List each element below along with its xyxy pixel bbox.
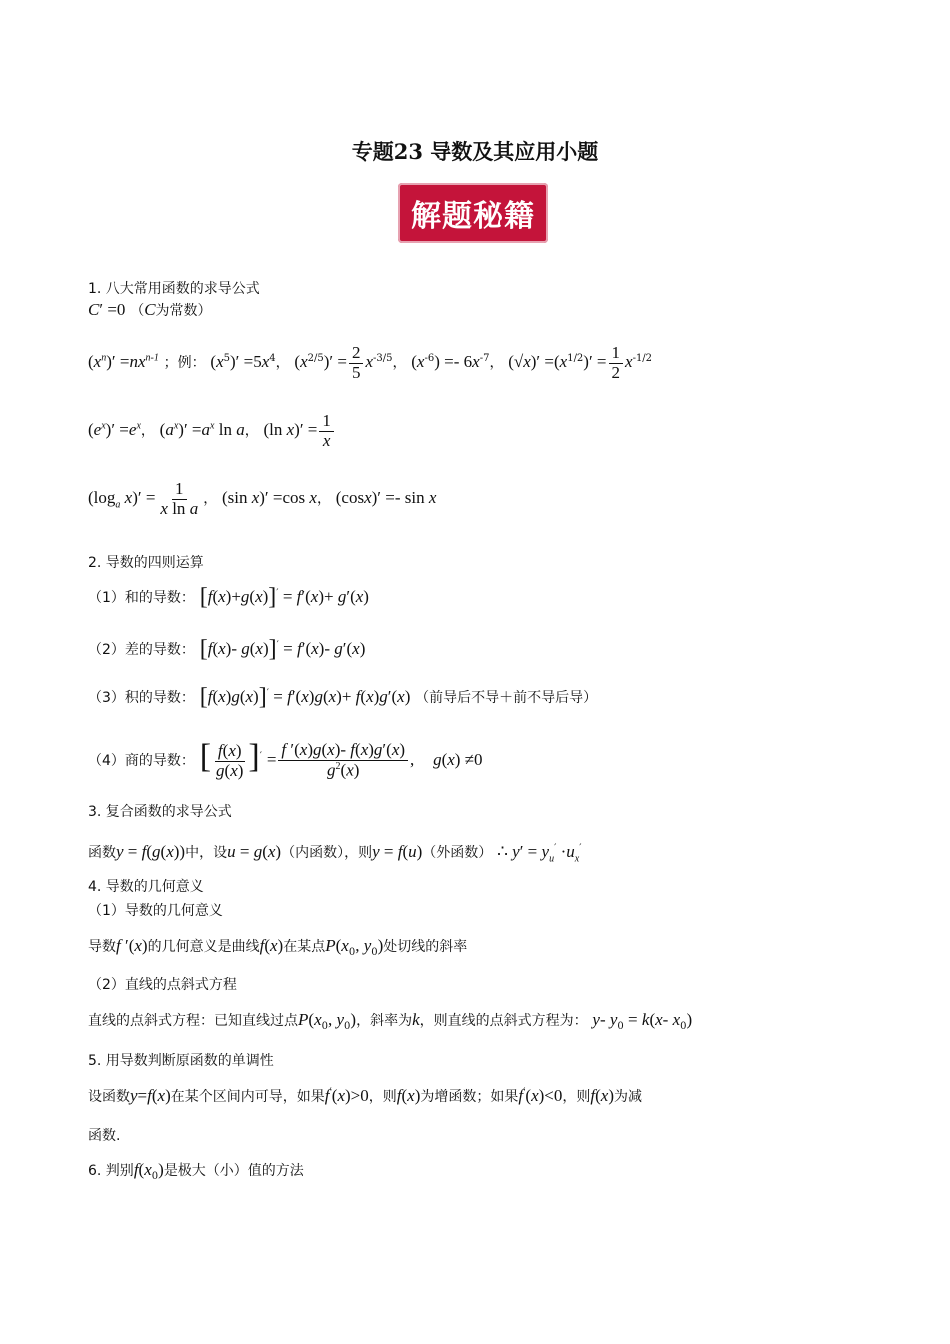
- section-1-heading: 1. 八大常用函数的求导公式: [88, 281, 260, 297]
- rule-quotient: （4）商的导数： [ $\frac{f(x)}{g(x)}$ ]′ = $\frac{f '(x)g(x)- f(x)g'(x)}{g^2(x)}$ , g(x) ≠0: [88, 738, 483, 780]
- point-slope: 直线的点斜式方程：已知直线过点$P(x_0$, $y_0$)，斜率为k，则直线的点斜式方程为： y- $y_0 = k(x-$ $x_0$): [88, 1010, 693, 1032]
- composite-rule: 函数y = f(g(x))中，设u = g(x)（内函数），则y = f(u)（外函数） ∴ $y' = y_u' \cdot u_x'$: [88, 842, 582, 865]
- rule-product: （3）积的导数： [f(x)g(x)]′ = f′(x)g(x)+ f(x)g′(x) （前导后不导＋前不导后导）: [88, 684, 598, 710]
- section-3-heading: 3. 复合函数的求导公式: [88, 804, 232, 820]
- formula-power: $(x^n)' =nx^{n-1}$ ；例： $(x^5)' =5x^4$， $(x^{2/5})'$ = $\frac{2}{5}$ $x^{-3/5}$， $(x^{-6}) =- 6x^{-7}$， $(√x)' =(x^{1/2})'$ = $\frac{1}{2}$ $x^{-1/2}$: [88, 343, 653, 382]
- rule-difference: （2）差的导数： [f(x)- g(x)]′ = f′(x)- g′(x): [88, 636, 366, 662]
- section-4-sub1: （1）导数的几何意义: [88, 903, 223, 919]
- formula-log-trig: ($\log_a$ x)′ = $\frac{1}{\text{x ln a}}$ ， (sin x)′ =cos x， (cosx)′ =- sin x: [88, 479, 437, 518]
- section-2-heading: 2. 导数的四则运算: [88, 555, 204, 571]
- section-4-heading: 4. 导数的几何意义: [88, 879, 204, 895]
- formula-exp-log: $(e^x)' =e^x$， $(a^x)' =a^x$ ln a， (ln x)′ = $\frac{1}{x}$: [88, 412, 336, 450]
- geometric-meaning: 导数f ′(x)的几何意义是曲线f(x)在某点$P(x_0$, $y_0$)处切线的斜率: [88, 936, 468, 958]
- section-5-heading: 5. 用导数判断原函数的单调性: [88, 1053, 274, 1069]
- monotonicity-rule: 设函数y=f(x)在某个区间内可导，如果f′(x)>0，则f(x)为增函数；如果f′(x)<0，则f(x)为减: [88, 1086, 642, 1105]
- formula-constant: C′ =0 （C为常数）: [88, 300, 212, 319]
- monotonicity-rule-cont: 函数.: [88, 1128, 121, 1144]
- page-title: 专题23 导数及其应用小题: [351, 139, 599, 164]
- section-4-sub2: （2）直线的点斜式方程: [88, 977, 237, 993]
- section-badge: 解题秘籍: [398, 183, 548, 243]
- section-6-heading: 6. 判别$f(x_0)$是极大（小）值的方法: [88, 1160, 304, 1182]
- rule-sum: （1）和的导数： [f(x)+g(x)]′ = f′(x)+ g′(x): [88, 584, 369, 610]
